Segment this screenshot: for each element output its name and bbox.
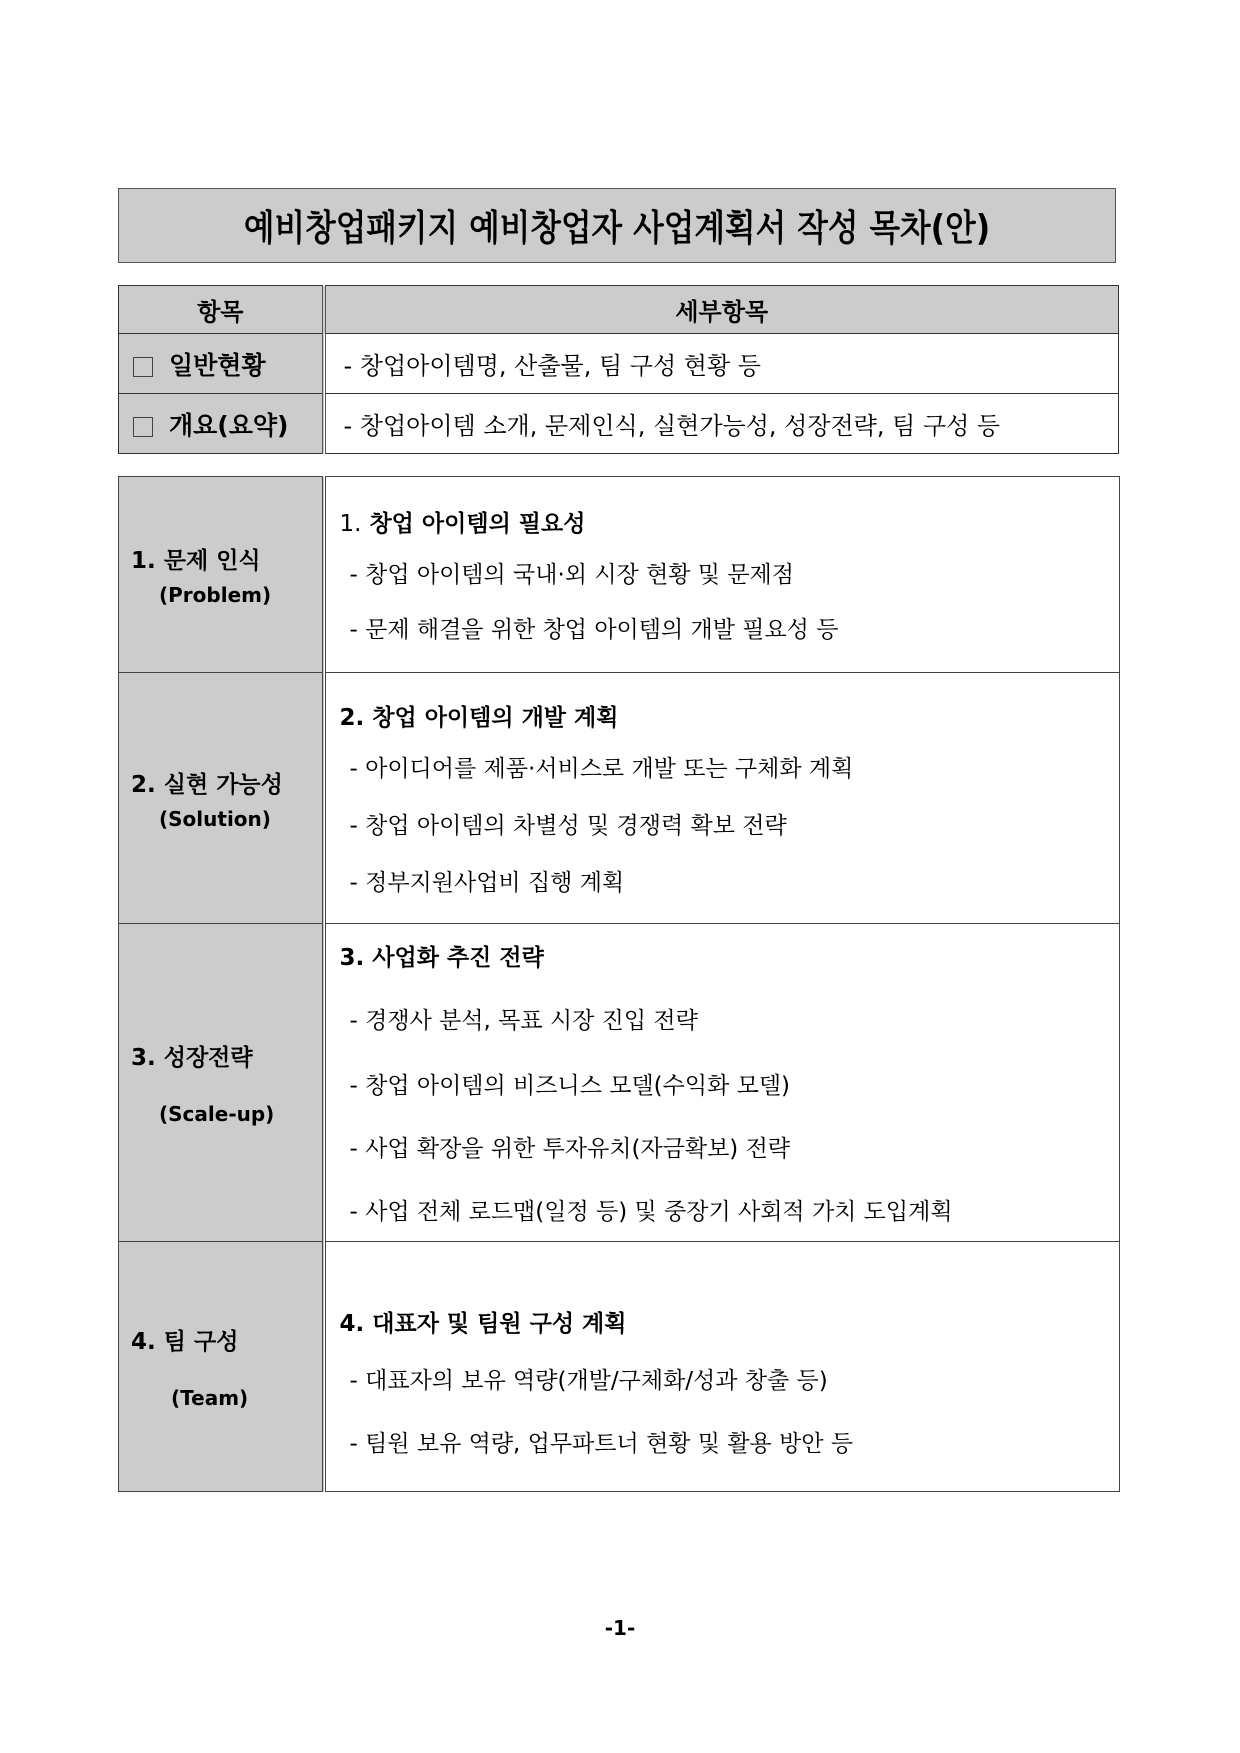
section-label-en: (Team) <box>171 1386 249 1410</box>
section-item: - 창업 아이템의 비즈니스 모델(수익화 모델) <box>349 1073 791 1099</box>
section-label-cell <box>119 1242 324 1492</box>
section-label-en: (Scale-up) <box>159 1102 275 1126</box>
section-row-problem <box>119 477 1120 673</box>
section-label-en: (Problem) <box>159 583 272 607</box>
contents-table <box>118 476 1120 1492</box>
header-detail: 세부항목 <box>324 286 1119 334</box>
section-row-scaleup <box>119 924 1120 1242</box>
section-item: - 문제 해결을 위한 창업 아이템의 개발 필요성 등 <box>349 617 839 643</box>
checkbox-square-icon <box>133 357 153 377</box>
section-detail-cell <box>324 1242 1120 1492</box>
section-label: 2. 실현 가능성 <box>131 771 283 798</box>
page-number: -1- <box>604 1616 636 1640</box>
section-item: - 사업 전체 로드맵(일정 등) 및 중장기 사회적 가치 도입계획 <box>349 1199 953 1225</box>
summary-item-cell <box>119 394 324 454</box>
section-label-cell <box>119 477 324 673</box>
section-heading: 1. 창업 아이템의 필요성 <box>339 511 586 537</box>
summary-row-general <box>119 334 1119 394</box>
section-label: 4. 팀 구성 <box>131 1329 239 1355</box>
summary-item-label: 개요(요약) <box>169 410 289 440</box>
section-detail-cell <box>324 924 1120 1242</box>
section-label: 3. 성장전략 <box>131 1045 253 1071</box>
summary-table <box>118 285 1119 454</box>
section-label-cell <box>119 673 324 924</box>
section-item: - 창업 아이템의 국내·외 시장 현황 및 문제점 <box>349 562 794 588</box>
summary-detail: - 창업아이템명, 산출물, 팀 구성 현황 등 <box>324 334 1119 394</box>
header-item: 항목 <box>119 286 324 334</box>
section-row-team <box>119 1242 1120 1492</box>
section-item: - 아이디어를 제품·서비스로 개발 또는 구체화 계획 <box>349 756 854 782</box>
document-title-box <box>118 188 1116 263</box>
section-detail-cell <box>324 477 1120 673</box>
section-row-solution <box>119 673 1120 924</box>
section-label-cell <box>119 924 324 1242</box>
summary-header-row <box>119 286 1119 334</box>
section-item: - 대표자의 보유 역량(개발/구체화/성과 창출 등) <box>349 1368 828 1394</box>
summary-item-cell <box>119 334 324 394</box>
checkbox-square-icon <box>133 417 153 437</box>
section-item: - 팀원 보유 역량, 업무파트너 현황 및 활용 방안 등 <box>349 1431 854 1457</box>
section-item: - 경쟁사 분석, 목표 시장 진입 전략 <box>349 1008 698 1034</box>
section-item: - 사업 확장을 위한 투자유치(자금확보) 전략 <box>349 1136 791 1162</box>
section-label-en: (Solution) <box>159 806 271 831</box>
section-heading: 3. 사업화 추진 전략 <box>339 945 544 971</box>
section-detail-cell <box>324 673 1120 924</box>
section-heading: 4. 대표자 및 팀원 구성 계획 <box>339 1311 627 1337</box>
section-item: - 창업 아이템의 차별성 및 경쟁력 확보 전략 <box>349 813 787 839</box>
summary-item-label: 일반현황 <box>169 350 266 380</box>
section-heading: 2. 창업 아이템의 개발 계획 <box>339 705 619 731</box>
summary-detail: - 창업아이템 소개, 문제인식, 실현가능성, 성장전략, 팀 구성 등 <box>324 394 1119 454</box>
section-item: - 정부지원사업비 집행 계획 <box>349 870 625 896</box>
section-label: 1. 문제 인식 <box>131 548 261 574</box>
document-title: 예비창업패키지 예비창업자 사업계획서 작성 목차(안) <box>243 208 991 249</box>
summary-row-overview <box>119 394 1119 454</box>
